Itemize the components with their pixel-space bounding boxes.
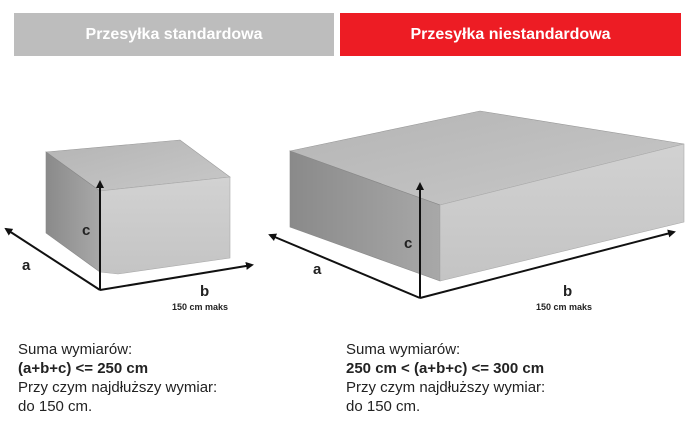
standard-label-a: a [22,257,31,274]
standard-label-b: b [200,283,210,300]
nonstandard-label-a: a [313,261,322,278]
standard-desc-formula: (a+b+c) <= 250 cm [18,360,149,377]
standard-desc-line4: do 150 cm. [18,398,93,415]
standard-b-note: 150 cm maks [172,302,229,312]
nonstandard-desc-formula: 250 cm < (a+b+c) <= 300 cm [346,360,545,377]
nonstandard-b-note: 150 cm maks [536,302,593,312]
standard-description [18,340,217,416]
nonstandard-label-c: c [404,235,413,252]
tab-nonstandard-label: Przesyłka niestandardowa [410,25,611,43]
tab-standard-label: Przesyłka standardowa [85,25,263,43]
standard-label-c: c [82,222,91,239]
nonstandard-desc-line3: Przy czym najdłuższy wymiar: [346,379,546,396]
nonstandard-label-b: b [563,283,573,300]
standard-box [46,140,230,274]
nonstandard-description [346,340,545,416]
standard-desc-line1: Suma wymiarów: [18,341,133,358]
standard-box-front [100,177,230,274]
nonstandard-desc-line1: Suma wymiarów: [346,341,461,358]
nonstandard-desc-line4: do 150 cm. [346,398,421,415]
nonstandard-box [290,111,684,281]
standard-desc-line3: Przy czym najdłuższy wymiar: [18,379,218,396]
